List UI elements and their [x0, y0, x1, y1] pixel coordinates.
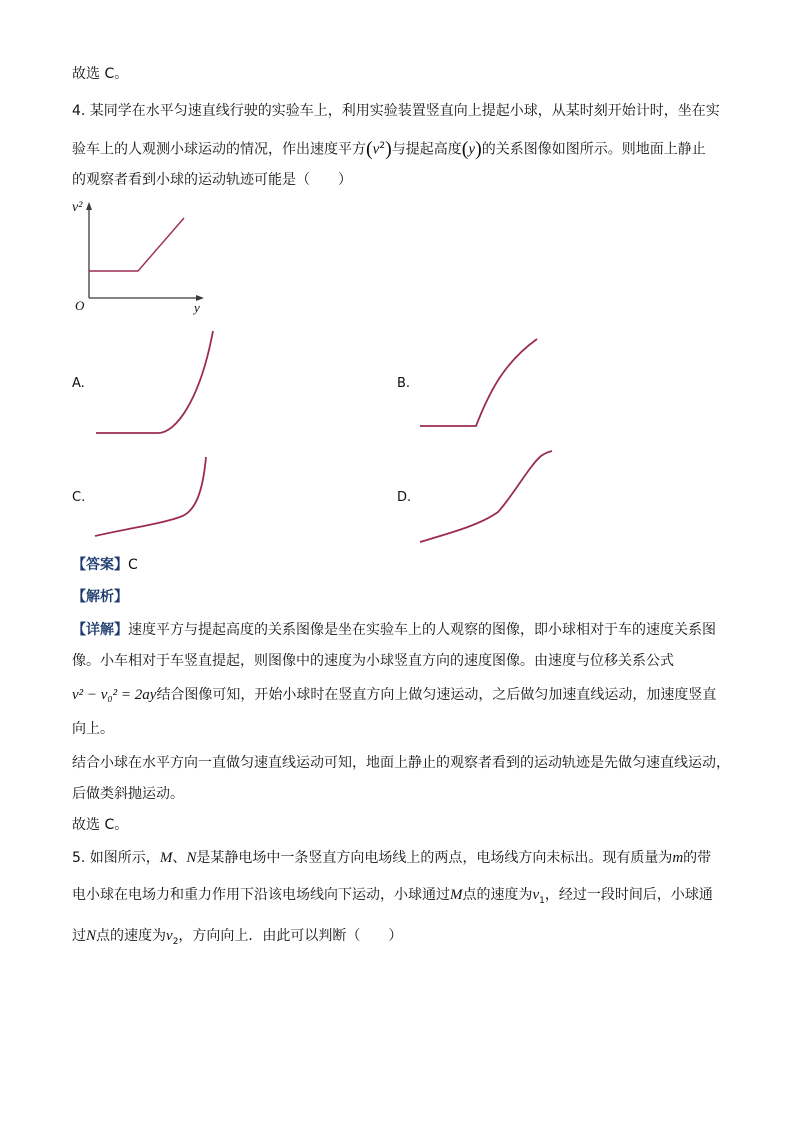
- option-a-curve: [96, 331, 213, 433]
- detail-formula: v² − v₀² = 2ay: [72, 687, 157, 703]
- option-d-label: D.: [397, 490, 412, 505]
- answer-tag: 【答案】: [72, 557, 128, 573]
- option-b-curve: [420, 339, 537, 426]
- q4-line3: 的观察者看到小球的运动轨迹可能是（ ）: [72, 172, 352, 188]
- option-c-label: C.: [72, 490, 86, 505]
- graph-y-axis-label: v²: [72, 200, 83, 215]
- detail-line1: 【详解】速度平方与提起高度的关系图像是坐在实验车上的人观察的图像，即小球相对于车的速度关系图: [72, 622, 716, 638]
- detail-line2: 像。小车相对于车竖直提起，则图像中的速度为小球竖直方向的速度图像。由速度与位移关系公式: [72, 653, 674, 669]
- q4-line2: 验车上的人观测小球运动的情况，作出速度平方$(v^2)$与提起高度(y)的关系图像如图所示。则地面上静止: [72, 137, 706, 160]
- answer-value: C: [128, 557, 138, 573]
- detail-tag: 【详解】: [72, 622, 128, 638]
- detail-line5: 结合小球在水平方向一直做匀速直线运动可知，地面上静止的观察者看到的运动轨迹是先做匀速直线运动，: [72, 755, 730, 771]
- option-d-curve: [420, 451, 552, 542]
- option-c-curve: [95, 457, 206, 536]
- q5-line2: 电小球在电场力和重力作用下沿该电场线向下运动，小球通过M点的速度为$v_1$，经过一段时间后，小球通: [72, 887, 713, 906]
- detail-line3: v² − v₀² = 2ay结合图像可知，开始小球时在竖直方向上做匀速运动，之后做匀加速直线运动，加速度竖直: [72, 687, 717, 703]
- graph-x-axis-label: y: [194, 300, 200, 315]
- option-b-label: B.: [397, 376, 411, 391]
- prev-conclusion: 故选 C。: [72, 66, 129, 82]
- detail-line6: 后做类斜抛运动。: [72, 786, 184, 802]
- graph-curve: [89, 218, 184, 271]
- analysis-tag: 【解析】: [72, 589, 128, 605]
- answer: [72, 555, 138, 575]
- q5-line3: 过N点的速度为$v_2$，方向向上．由此可以判断（ ）: [72, 928, 403, 947]
- q5-line1: 5. 如图所示，M、N是某静电场中一条竖直方向电场线上的两点，电场线方向未标出。现有质量为m的带: [72, 850, 712, 866]
- option-a-label: A.: [72, 376, 85, 391]
- detail-line4: 向上。: [72, 721, 114, 737]
- detail-conclusion: 故选 C。: [72, 817, 129, 833]
- q4-line1: 4. 某同学在水平匀速直线行驶的实验车上，利用实验装置竖直向上提起小球，从某时刻开始计时，坐在实: [72, 103, 720, 119]
- graph-axes: [86, 202, 204, 301]
- graph-origin-label: O: [75, 298, 85, 313]
